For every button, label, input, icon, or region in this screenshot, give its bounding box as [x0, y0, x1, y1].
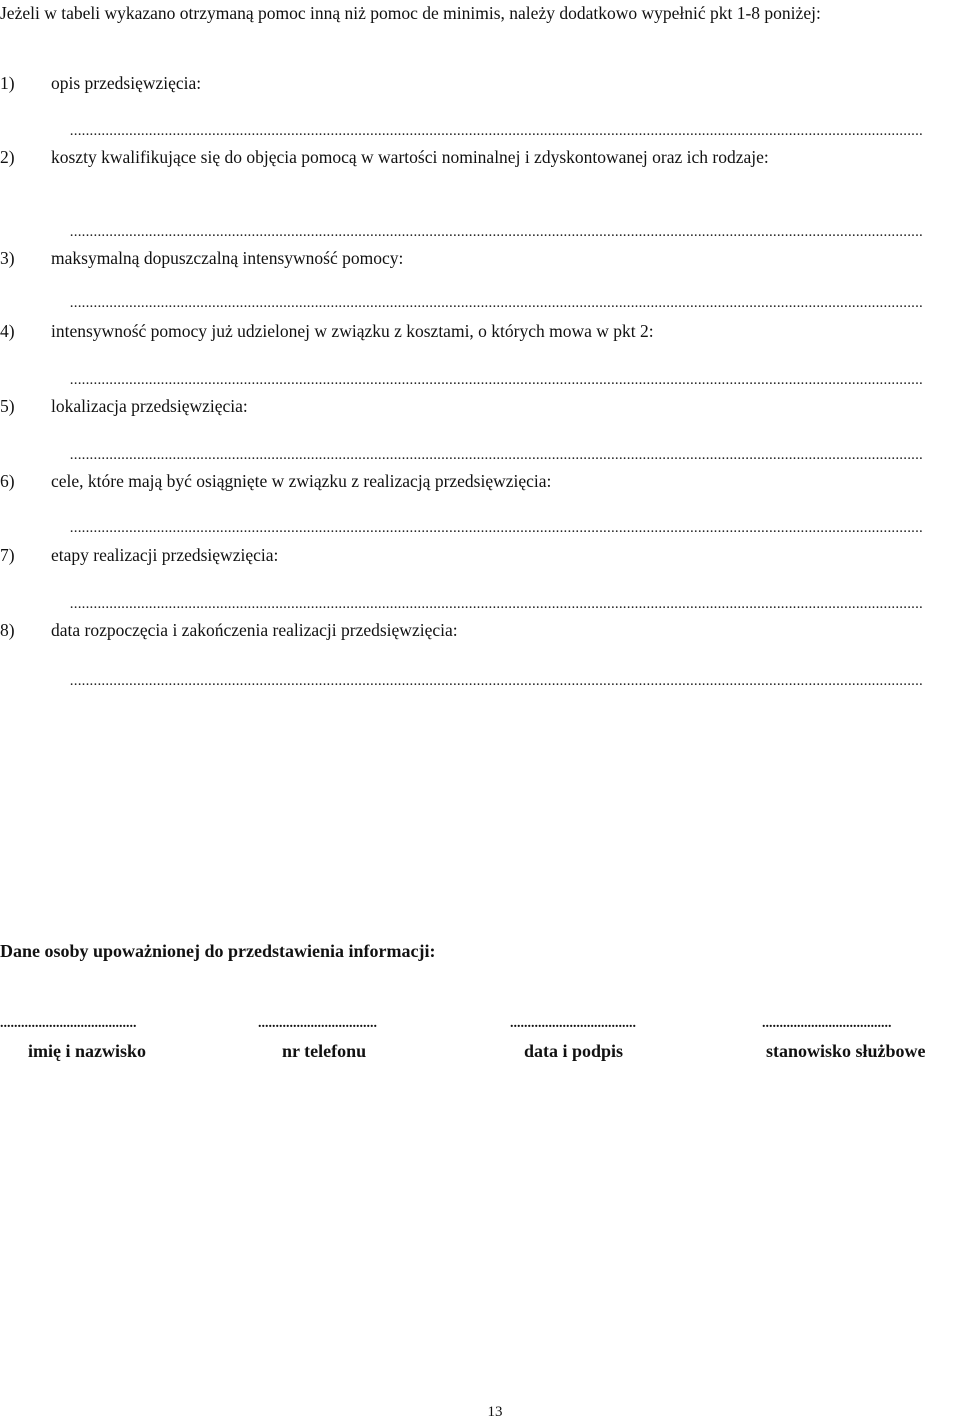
item-1-fill-line: ........................................................................................................................................................................................................................: [69, 127, 923, 135]
item-2-number: 2): [0, 147, 15, 167]
item-4-number: 4): [0, 321, 15, 341]
position-fill-dots: .....................................: [762, 1018, 892, 1030]
item-2-label: koszty kwalifikujące się do objęcia pomocą w wartości nominalnej i zdyskontowanej oraz ich rodzaje:: [51, 147, 769, 167]
item-8-label: data rozpoczęcia i zakończenia realizacji przedsięwzięcia:: [51, 620, 458, 640]
item-8-fill-line: ........................................................................................................................................................................................................................: [69, 677, 923, 685]
item-3-label: maksymalną dopuszczalną intensywność pomocy:: [51, 248, 404, 268]
intro-text: Jeżeli w tabeli wykazano otrzymaną pomoc inną niż pomoc de minimis, należy dodatkowo wypełnić pkt 1-8 poniżej:: [0, 3, 821, 23]
item-8-number: 8): [0, 620, 15, 640]
phone-label: nr telefonu: [282, 1041, 367, 1061]
item-6-label: cele, które mają być osiągnięte w związku z realizacją przedsięwzięcia:: [51, 471, 552, 491]
item-7-number: 7): [0, 545, 15, 565]
item-4-label: intensywność pomocy już udzielonej w związku z kosztami, o których mowa w pkt 2:: [51, 321, 654, 341]
item-5-fill-line: ........................................................................................................................................................................................................................: [69, 451, 923, 459]
name-fill-dots: .......................................: [0, 1018, 137, 1030]
signature-heading: Dane osoby upoważnionej do przedstawienia informacji:: [0, 941, 436, 961]
date-signature-label: data i podpis: [524, 1041, 624, 1061]
item-1-label: opis przedsięwzięcia:: [51, 73, 202, 93]
name-label: imię i nazwisko: [28, 1041, 147, 1061]
item-2-fill-line: ........................................................................................................................................................................................................................: [69, 228, 923, 236]
phone-fill-dots: ..................................: [258, 1018, 377, 1030]
item-7-fill-line: ........................................................................................................................................................................................................................: [69, 600, 923, 608]
date-signature-fill-dots: ....................................: [510, 1018, 636, 1030]
position-label: stanowisko służbowe: [766, 1041, 926, 1061]
item-6-number: 6): [0, 471, 15, 491]
item-4-fill-line: ........................................................................................................................................................................................................................: [69, 376, 923, 384]
item-7-label: etapy realizacji przedsięwzięcia:: [51, 545, 279, 565]
item-3-number: 3): [0, 248, 15, 268]
item-1-number: 1): [0, 73, 15, 93]
item-6-fill-line: ........................................................................................................................................................................................................................: [69, 524, 923, 532]
page-number: 13: [487, 1404, 503, 1420]
item-5-number: 5): [0, 396, 15, 416]
item-3-fill-line: ........................................................................................................................................................................................................................: [69, 299, 923, 307]
item-5-label: lokalizacja przedsięwzięcia:: [51, 396, 248, 416]
